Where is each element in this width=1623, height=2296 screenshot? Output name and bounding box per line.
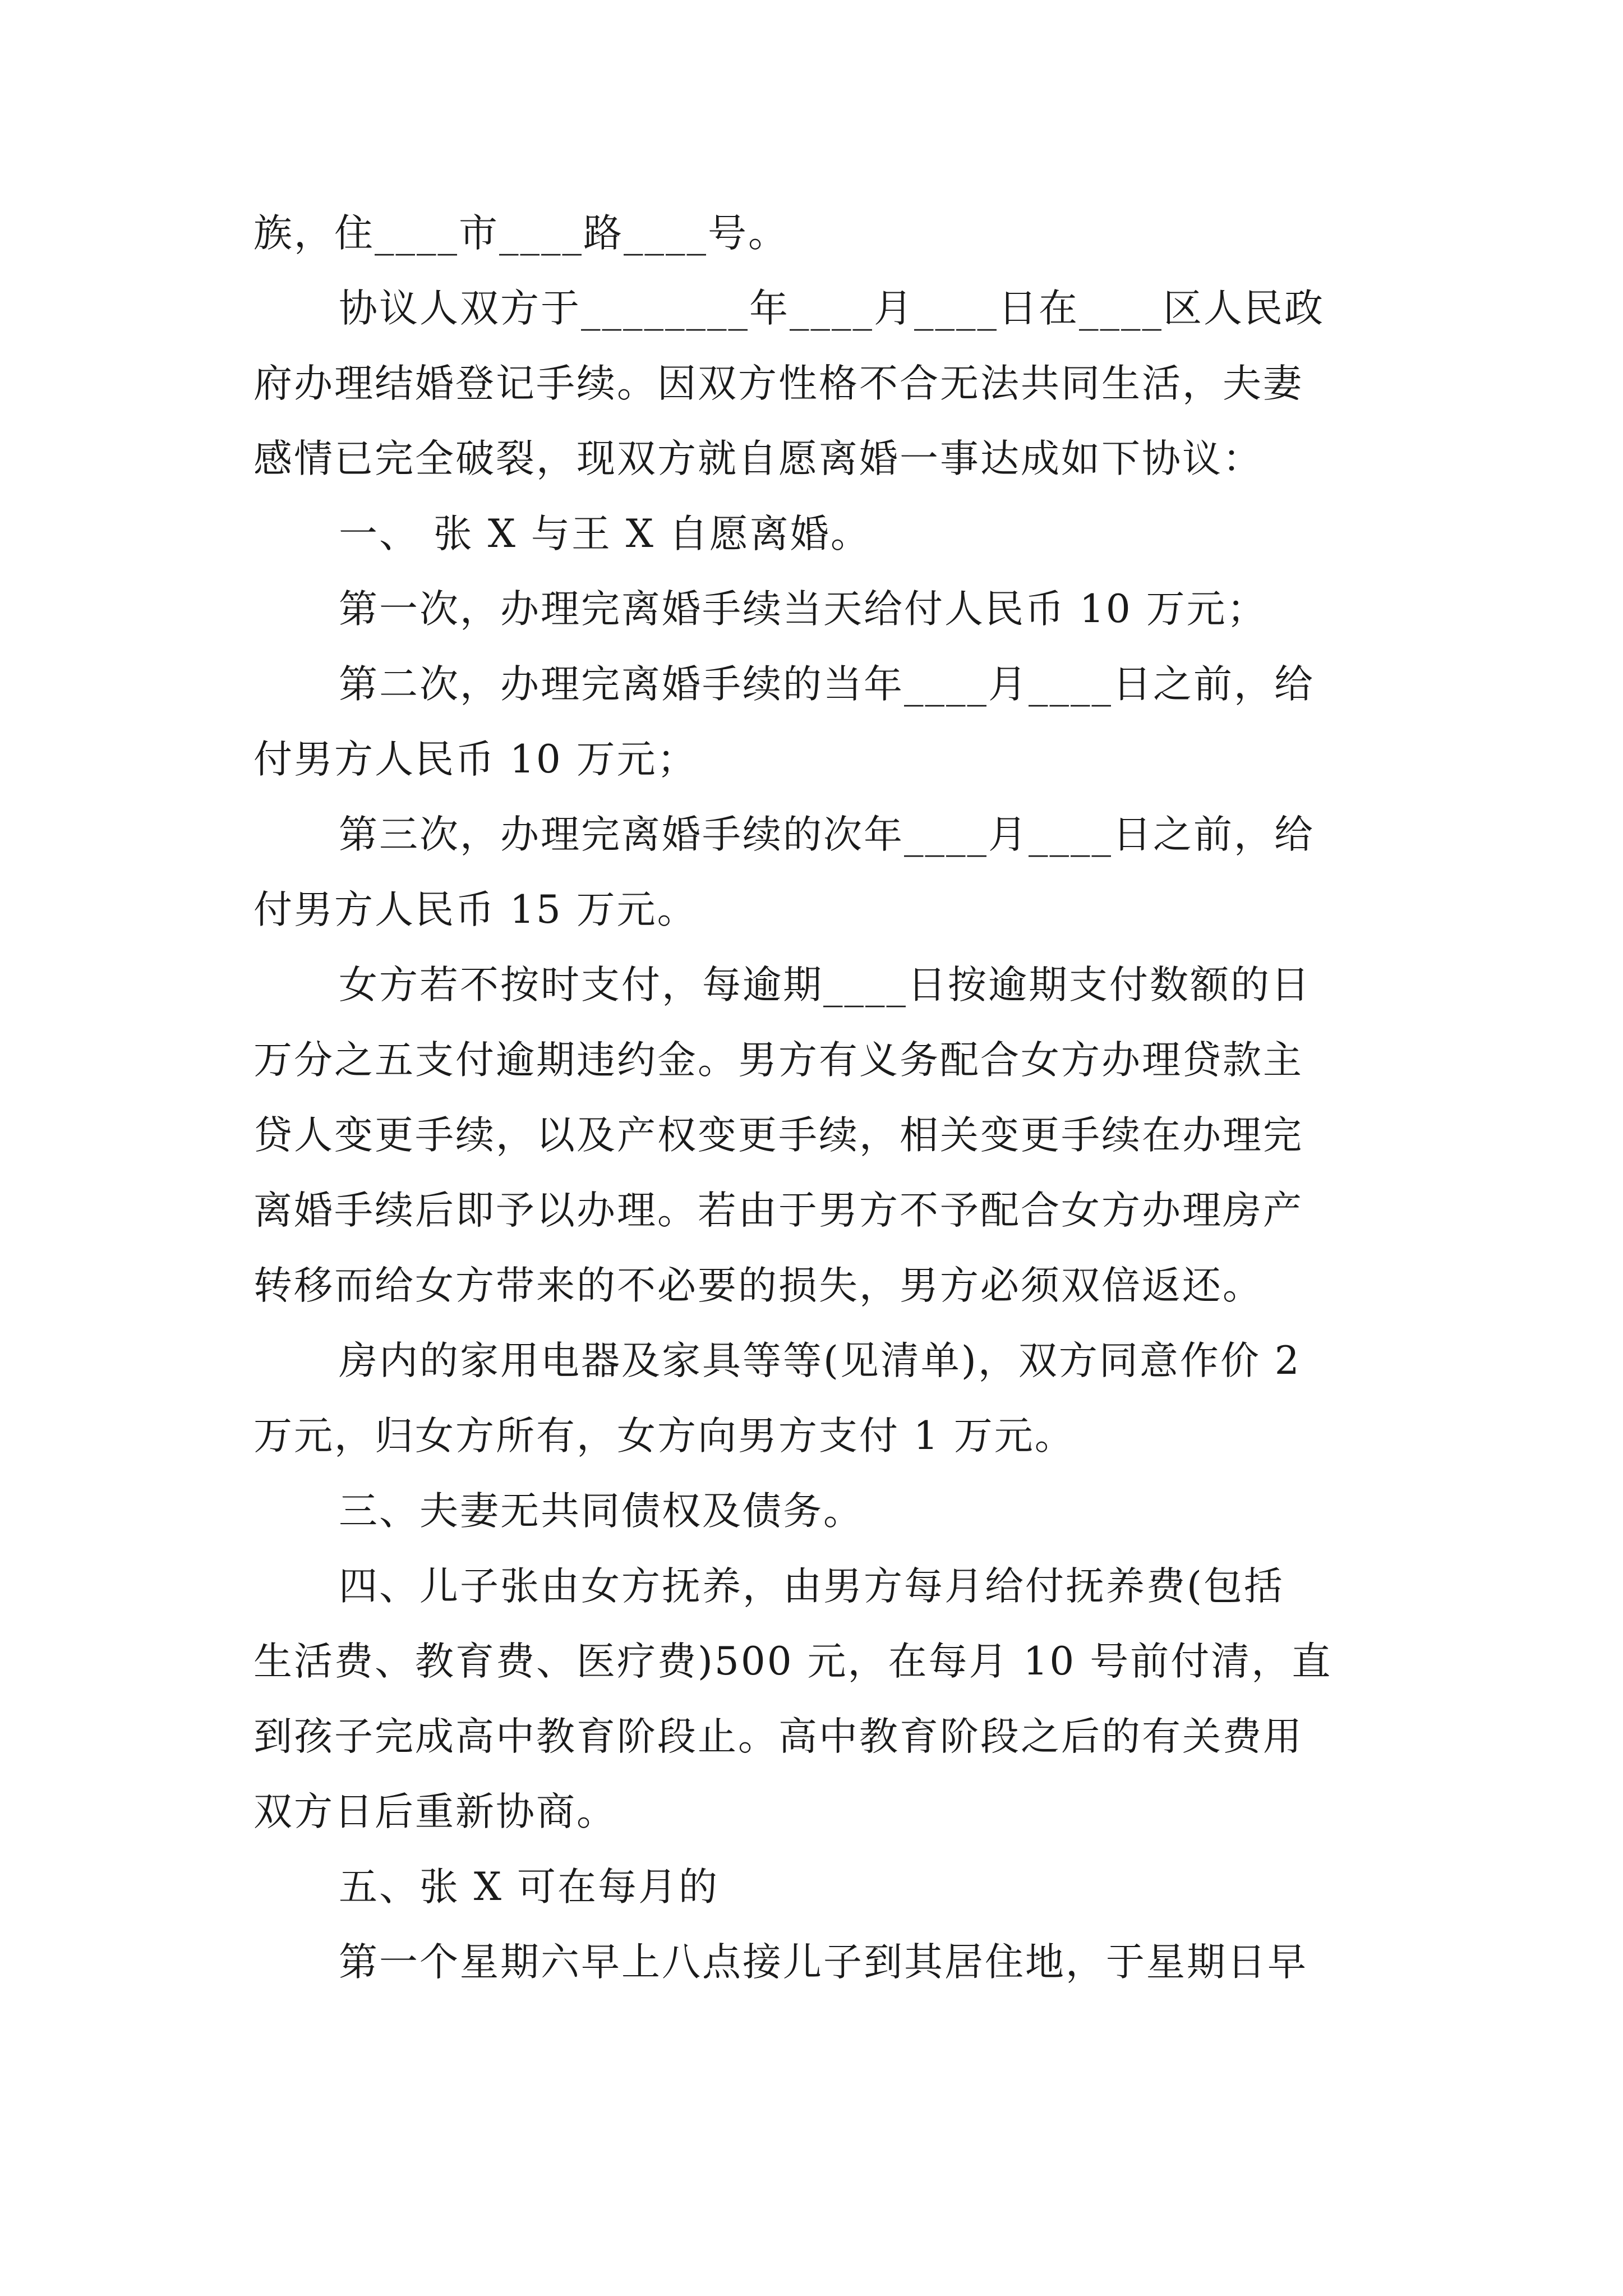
- text-line: 房内的家用电器及家具等等(见清单)，双方同意作价 2: [339, 1338, 1301, 1383]
- text-line: 双方日后重新协商。: [253, 1789, 617, 1834]
- text-line: 第三次，办理完离婚手续的次年____月____日之前，给: [339, 812, 1315, 857]
- text-line: 生活费、教育费、医疗费)500 元，在每月 10 号前付清，直: [253, 1639, 1332, 1684]
- text-line: 府办理结婚登记手续。因双方性格不合无法共同生活，夫妻: [253, 361, 1303, 406]
- clause-heading: 一、 张 X 与王 X 自愿离婚。: [339, 512, 871, 556]
- clause-heading: 三、夫妻无共同债权及债务。: [339, 1489, 864, 1534]
- text-line: 族，住____市____路____号。: [253, 211, 789, 256]
- text-line: 离婚手续后即予以办理。若由于男方不予配合女方办理房产: [253, 1188, 1303, 1233]
- text-line: 女方若不按时支付，每逾期____日按逾期支付数额的日: [339, 963, 1311, 1007]
- document-body: [253, 208, 1375, 1988]
- text-line: 万元，归女方所有，女方向男方支付 1 万元。: [253, 1414, 1075, 1458]
- text-line: 协议人双方于________年____月____日在____区人民政: [339, 286, 1325, 331]
- text-line: 到孩子完成高中教育阶段止。高中教育阶段之后的有关费用: [253, 1714, 1303, 1759]
- text-line: 付男方人民币 15 万元。: [253, 887, 698, 932]
- text-line: 第一个星期六早上八点接儿子到其居住地，于星期日早: [339, 1940, 1308, 1985]
- text-line: 转移而给女方带来的不必要的损失，男方必须双倍返还。: [253, 1263, 1263, 1308]
- text-line: 感情已完全破裂，现双方就自愿离婚一事达成如下协议：: [253, 436, 1263, 481]
- text-line: 付男方人民币 10 万元；: [253, 737, 698, 782]
- text-line: 第一次，办理完离婚手续当天给付人民币 10 万元；: [339, 587, 1267, 632]
- text-line: 第二次，办理完离婚手续的当年____月____日之前，给: [339, 662, 1315, 707]
- text-line: 贷人变更手续，以及产权变更手续，相关变更手续在办理完: [253, 1113, 1303, 1158]
- text-line: 万分之五支付逾期违约金。男方有义务配合女方办理贷款主: [253, 1038, 1303, 1083]
- clause-heading: 五、张 X 可在每月的: [339, 1865, 719, 1910]
- clause-heading: 四、儿子张由女方抚养，由男方每月给付抚养费(包括: [339, 1564, 1284, 1609]
